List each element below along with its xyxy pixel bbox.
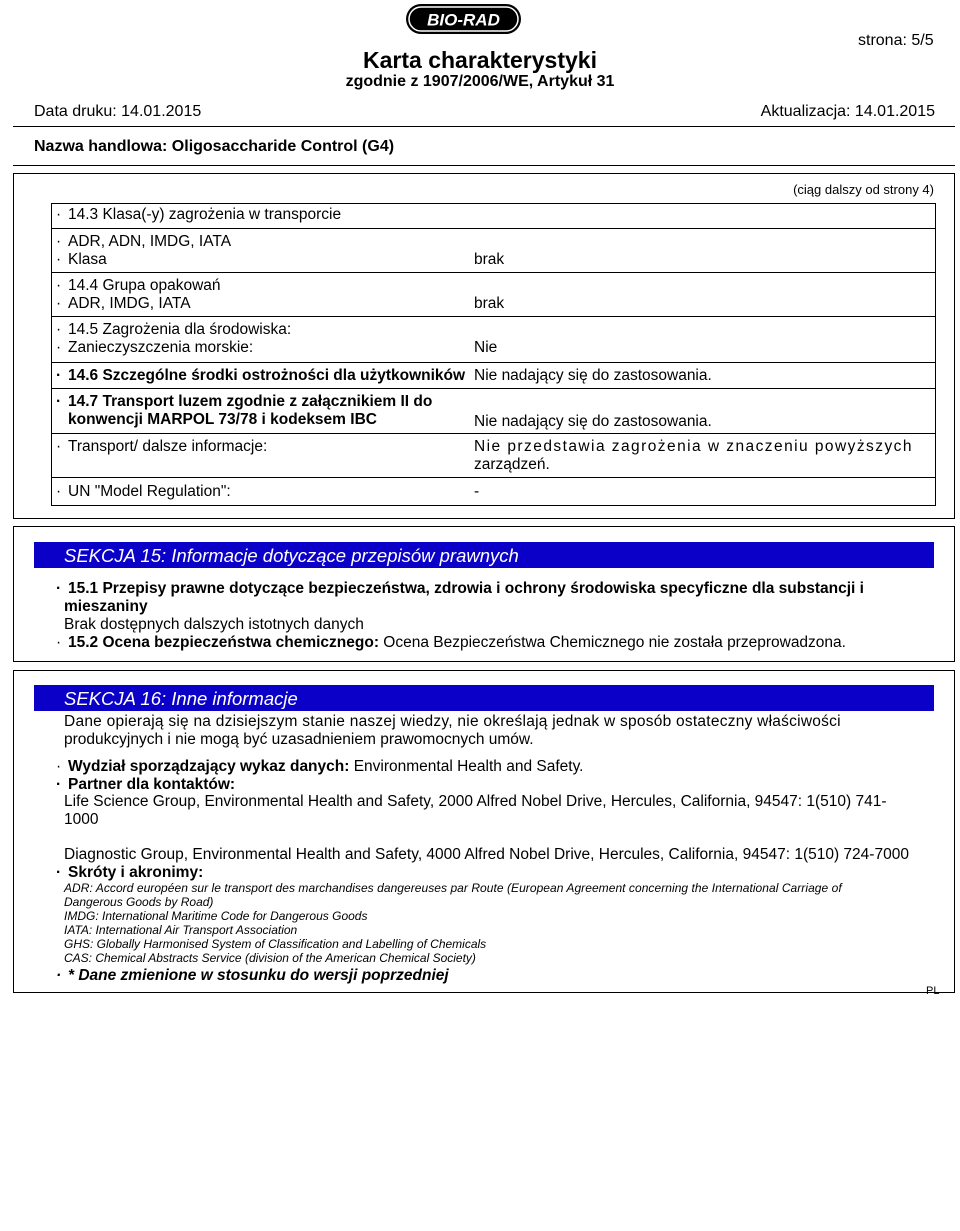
- contact-diagnostic: Diagnostic Group, Environmental Health and Safety, 4000 Alfred Nobel Drive, Hercules, California, 94547: 1(510) 724-7000: [64, 846, 909, 863]
- language-code: PL: [926, 985, 940, 997]
- row-divider: [51, 477, 936, 478]
- bulk-label: · 14.7 Transport luzem zgodnie z załącznikiem II do: [56, 393, 433, 410]
- un-label: · UN "Model Regulation":: [56, 483, 231, 500]
- contact-label: · Partner dla kontaktów:: [56, 776, 236, 793]
- changed-note: · * Dane zmienione w stosunku do wersji poprzedniej: [56, 967, 449, 984]
- class-value: brak: [474, 251, 505, 268]
- transport-value: Nie przedstawia zagrożenia w znaczeniu powyższych: [474, 438, 913, 455]
- row-divider: [51, 433, 936, 434]
- document-title: Karta charakterystyki: [363, 47, 597, 73]
- abbreviation-iata: IATA: International Air Transport Association: [64, 923, 298, 937]
- row-divider: [51, 388, 936, 389]
- contact-life-science-line2: 1000: [64, 811, 99, 828]
- regulation-15-1-heading: · 15.1 Przepisy prawne dotyczące bezpieczeństwa, zdrowia i ochrony środowiska specyficzne dla substancji i: [56, 580, 864, 597]
- precautions-value: Nie nadający się do zastosowania.: [474, 367, 712, 384]
- contact-life-science: Life Science Group, Environmental Health and Safety, 2000 Alfred Nobel Drive, Hercules, California, 94547: 1(510) 741-: [64, 793, 887, 810]
- bio-rad-logo: [405, 3, 522, 35]
- department: · Wydział sporządzający wykaz danych: Environmental Health and Safety.: [56, 758, 584, 775]
- abbreviation-ghs: GHS: Globally Harmonised System of Classification and Labelling of Chemicals: [64, 937, 487, 951]
- transport-label: · Transport/ dalsze informacje:: [56, 438, 268, 455]
- pack-regs: · ADR, IMDG, IATA: [56, 295, 191, 312]
- section-16-title: SEKCJA 16: Inne informacje: [34, 685, 934, 711]
- regulation-15-1-text: Brak dostępnych dalszych istotnych danych: [64, 616, 364, 633]
- row-divider: [51, 272, 936, 273]
- env-heading: · 14.5 Zagrożenia dla środowiska:: [56, 321, 292, 338]
- un-value: -: [474, 483, 480, 500]
- header-divider: [13, 126, 955, 127]
- row-divider: [51, 228, 936, 229]
- bulk-label-line2: konwencji MARPOL 73/78 i kodeksem IBC: [68, 411, 377, 428]
- bulk-value: Nie nadający się do zastosowania.: [474, 413, 712, 430]
- pack-heading: · 14.4 Grupa opakowań: [56, 277, 221, 294]
- update-date: Aktualizacja: 14.01.2015: [760, 103, 935, 120]
- abbreviation-cas: CAS: Chemical Abstracts Service (division of the American Chemical Society): [64, 951, 476, 965]
- precautions-label: · 14.6 Szczególne środki ostrożności dla użytkowników: [56, 367, 466, 384]
- abbreviation-adr: ADR: Accord européen sur le transport des marchandises dangereuses par Route (European Agreement concerning the International Carriage of: [64, 881, 842, 895]
- row-divider: [51, 362, 936, 363]
- regulation-15-2: · 15.2 Ocena bezpieczeństwa chemicznego: Ocena Bezpieczeństwa Chemicznego nie została przeprowadzona.: [56, 634, 846, 651]
- class-regs: · ADR, ADN, IMDG, IATA: [56, 233, 232, 250]
- abbreviation-imdg: IMDG: International Maritime Code for Dangerous Goods: [64, 909, 368, 923]
- disclaimer-text: Dane opierają się na dzisiejszym stanie naszej wiedzy, nie określają jednak w sposób ostateczny właściwości: [64, 713, 841, 730]
- logo-graphic: [405, 3, 522, 35]
- class-heading: · 14.3 Klasa(-y) zagrożenia w transporcie: [56, 206, 342, 223]
- abbreviation-adr-line2: Dangerous Goods by Road): [64, 895, 214, 909]
- document-subtitle: zgodnie z 1907/2006/WE, Artykuł 31: [345, 73, 615, 90]
- transport-value-line2: zarządzeń.: [474, 456, 550, 473]
- class-label: · Klasa: [56, 251, 107, 268]
- logo-text: BIO-RAD: [427, 10, 500, 30]
- trade-name: Nazwa handlowa: Oligosaccharide Control (G4): [34, 138, 395, 155]
- print-date: Data druku: 14.01.2015: [34, 103, 202, 120]
- page-number: strona: 5/5: [858, 32, 934, 49]
- disclaimer-text-line2: produkcyjnych i nie mogą być uzasadnieniem prawomocnych umów.: [64, 731, 534, 748]
- row-divider: [51, 316, 936, 317]
- section-15-title: SEKCJA 15: Informacje dotyczące przepisów prawnych: [34, 542, 934, 568]
- abbreviations-label: · Skróty i akronimy:: [56, 864, 204, 881]
- regulation-15-1-heading-line2: mieszaniny: [64, 598, 148, 615]
- pack-value: brak: [474, 295, 505, 312]
- trade-name-divider: [13, 165, 955, 166]
- marine-value: Nie: [474, 339, 498, 356]
- continued-note: (ciąg dalszy od strony 4): [793, 182, 934, 197]
- marine-label: · Zanieczyszczenia morskie:: [56, 339, 254, 356]
